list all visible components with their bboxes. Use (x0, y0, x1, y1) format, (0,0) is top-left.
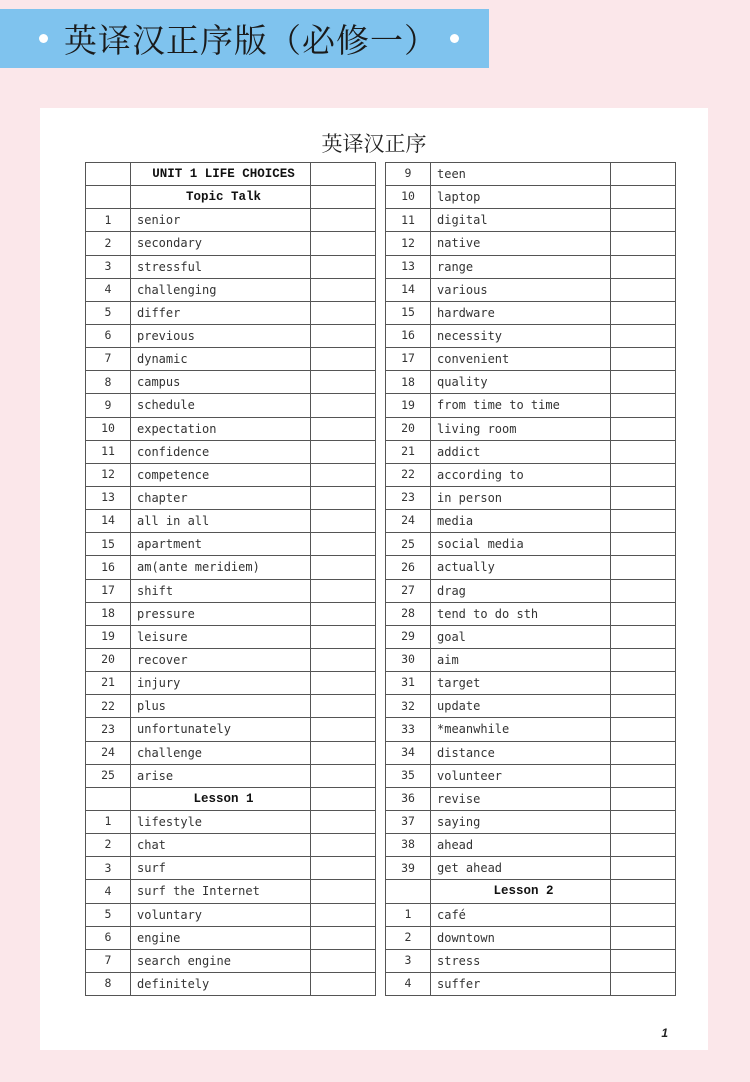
answer-cell[interactable] (311, 510, 376, 533)
answer-cell[interactable] (611, 926, 676, 949)
answer-cell[interactable] (311, 440, 376, 463)
number-cell: 5 (86, 301, 131, 324)
number-cell: 29 (386, 625, 431, 648)
number-cell: 9 (386, 163, 431, 186)
table-row (86, 579, 376, 602)
answer-cell[interactable] (611, 348, 676, 371)
table-row (386, 440, 676, 463)
word-cell: leisure (131, 625, 311, 648)
answer-cell[interactable] (311, 324, 376, 347)
table-row (386, 301, 676, 324)
word-cell: challenge (131, 741, 311, 764)
word-cell: in person (431, 486, 611, 509)
answer-cell[interactable] (311, 787, 376, 810)
table-row (86, 810, 376, 833)
table-row (386, 857, 676, 880)
number-cell: 3 (386, 949, 431, 972)
number-cell: 13 (86, 486, 131, 509)
section-heading: Lesson 2 (431, 880, 611, 903)
table-row (86, 695, 376, 718)
word-cell: shift (131, 579, 311, 602)
answer-cell[interactable] (311, 417, 376, 440)
table-row (386, 463, 676, 486)
table-row (86, 394, 376, 417)
vocab-table-right (385, 162, 676, 996)
table-row (386, 556, 676, 579)
answer-cell[interactable] (611, 810, 676, 833)
table-row (86, 625, 376, 648)
answer-cell[interactable] (311, 672, 376, 695)
number-cell: 20 (86, 648, 131, 671)
table-row (86, 857, 376, 880)
answer-cell[interactable] (311, 579, 376, 602)
word-cell: saying (431, 810, 611, 833)
table-row (386, 764, 676, 787)
table-row (86, 371, 376, 394)
answer-cell[interactable] (311, 232, 376, 255)
number-cell: 22 (386, 463, 431, 486)
word-cell: necessity (431, 324, 611, 347)
word-cell: convenient (431, 348, 611, 371)
word-cell: stress (431, 949, 611, 972)
number-cell: 26 (386, 556, 431, 579)
number-cell: 1 (86, 209, 131, 232)
section-heading-row (86, 186, 376, 209)
answer-cell[interactable] (311, 718, 376, 741)
answer-cell[interactable] (611, 880, 676, 903)
answer-cell[interactable] (611, 672, 676, 695)
number-cell: 33 (386, 718, 431, 741)
number-cell: 35 (386, 764, 431, 787)
table-row (386, 648, 676, 671)
number-cell: 18 (86, 602, 131, 625)
answer-cell[interactable] (611, 232, 676, 255)
number-cell: 34 (386, 741, 431, 764)
word-cell: apartment (131, 533, 311, 556)
section-heading: Lesson 1 (131, 787, 311, 810)
answer-cell[interactable] (611, 625, 676, 648)
word-cell: downtown (431, 926, 611, 949)
answer-cell[interactable] (311, 301, 376, 324)
number-cell: 21 (386, 440, 431, 463)
answer-cell[interactable] (311, 186, 376, 209)
page-number: 1 (661, 1026, 668, 1040)
table-row (86, 926, 376, 949)
number-cell: 25 (86, 764, 131, 787)
answer-cell[interactable] (311, 625, 376, 648)
answer-cell[interactable] (611, 486, 676, 509)
number-cell: 15 (386, 301, 431, 324)
answer-cell[interactable] (611, 741, 676, 764)
answer-cell[interactable] (311, 602, 376, 625)
table-row (86, 648, 376, 671)
word-cell: teen (431, 163, 611, 186)
answer-cell[interactable] (311, 834, 376, 857)
word-cell: living room (431, 417, 611, 440)
answer-cell[interactable] (611, 695, 676, 718)
word-cell: voluntary (131, 903, 311, 926)
word-cell: quality (431, 371, 611, 394)
answer-cell[interactable] (611, 903, 676, 926)
table-row (86, 880, 376, 903)
answer-cell[interactable] (611, 949, 676, 972)
word-cell: addict (431, 440, 611, 463)
word-cell: schedule (131, 394, 311, 417)
word-cell: ahead (431, 834, 611, 857)
answer-cell[interactable] (311, 556, 376, 579)
word-cell: get ahead (431, 857, 611, 880)
worksheet-page (40, 108, 708, 1050)
number-cell: 30 (386, 648, 431, 671)
answer-cell[interactable] (311, 209, 376, 232)
word-cell: unfortunately (131, 718, 311, 741)
word-cell: media (431, 510, 611, 533)
number-cell: 16 (86, 556, 131, 579)
number-cell: 8 (86, 371, 131, 394)
number-cell: 17 (386, 348, 431, 371)
word-cell: various (431, 278, 611, 301)
table-row (386, 834, 676, 857)
table-row (386, 718, 676, 741)
word-cell: hardware (431, 301, 611, 324)
word-cell: native (431, 232, 611, 255)
number-cell: 24 (386, 510, 431, 533)
table-row (386, 625, 676, 648)
table-row (386, 371, 676, 394)
number-cell: 15 (86, 533, 131, 556)
word-cell: arise (131, 764, 311, 787)
number-cell: 38 (386, 834, 431, 857)
number-cell: 12 (386, 232, 431, 255)
word-cell: *meanwhile (431, 718, 611, 741)
number-cell: 5 (86, 903, 131, 926)
answer-cell[interactable] (611, 648, 676, 671)
number-cell: 7 (86, 949, 131, 972)
table-row (86, 463, 376, 486)
word-cell: according to (431, 463, 611, 486)
answer-cell[interactable] (611, 440, 676, 463)
number-cell: 19 (386, 394, 431, 417)
number-cell: 2 (386, 926, 431, 949)
table-row (386, 486, 676, 509)
word-cell: stressful (131, 255, 311, 278)
answer-cell[interactable] (311, 810, 376, 833)
answer-cell[interactable] (311, 348, 376, 371)
number-cell: 6 (86, 324, 131, 347)
answer-cell[interactable] (611, 324, 676, 347)
answer-cell[interactable] (311, 903, 376, 926)
word-cell: senior (131, 209, 311, 232)
answer-cell[interactable] (311, 371, 376, 394)
table-row (386, 695, 676, 718)
table-row (86, 510, 376, 533)
number-cell: 23 (86, 718, 131, 741)
answer-cell[interactable] (311, 255, 376, 278)
number-cell: 9 (86, 394, 131, 417)
bullet-dot-icon (39, 34, 48, 43)
word-cell: challenging (131, 278, 311, 301)
number-cell: 11 (386, 209, 431, 232)
answer-cell[interactable] (611, 834, 676, 857)
answer-cell[interactable] (611, 209, 676, 232)
worksheet-title: 英译汉正序 (321, 132, 427, 156)
answer-cell[interactable] (311, 533, 376, 556)
number-cell: 19 (86, 625, 131, 648)
answer-cell[interactable] (611, 533, 676, 556)
table-row (86, 972, 376, 995)
word-cell: all in all (131, 510, 311, 533)
answer-cell[interactable] (311, 949, 376, 972)
table-row (86, 440, 376, 463)
table-row (386, 255, 676, 278)
answer-cell[interactable] (611, 278, 676, 301)
answer-cell[interactable] (611, 394, 676, 417)
word-cell: pressure (131, 602, 311, 625)
word-cell: campus (131, 371, 311, 394)
table-row (386, 394, 676, 417)
word-cell: expectation (131, 417, 311, 440)
number-cell: 11 (86, 440, 131, 463)
word-cell: dynamic (131, 348, 311, 371)
word-cell: laptop (431, 186, 611, 209)
word-cell: volunteer (431, 764, 611, 787)
table-row (386, 209, 676, 232)
number-cell: 14 (386, 278, 431, 301)
answer-cell[interactable] (611, 718, 676, 741)
answer-cell[interactable] (611, 556, 676, 579)
word-cell: suffer (431, 972, 611, 995)
table-row (86, 417, 376, 440)
section-heading-row (386, 880, 676, 903)
table-row (86, 602, 376, 625)
number-cell: 18 (386, 371, 431, 394)
table-row (386, 903, 676, 926)
word-cell: revise (431, 787, 611, 810)
word-cell: range (431, 255, 611, 278)
answer-cell[interactable] (311, 394, 376, 417)
table-row (386, 949, 676, 972)
word-cell: lifestyle (131, 810, 311, 833)
number-cell: 36 (386, 787, 431, 810)
answer-cell[interactable] (611, 301, 676, 324)
answer-cell[interactable] (611, 510, 676, 533)
answer-cell[interactable] (611, 186, 676, 209)
table-row (86, 533, 376, 556)
answer-cell[interactable] (611, 371, 676, 394)
number-cell: 21 (86, 672, 131, 695)
table-row (386, 510, 676, 533)
number-cell: 8 (86, 972, 131, 995)
word-cell: definitely (131, 972, 311, 995)
bullet-dot-icon (450, 34, 459, 43)
table-row (86, 903, 376, 926)
table-row (86, 834, 376, 857)
table-row (86, 278, 376, 301)
section-heading: Topic Talk (131, 186, 311, 209)
number-cell: 28 (386, 602, 431, 625)
word-cell: search engine (131, 949, 311, 972)
number-cell: 4 (386, 972, 431, 995)
number-cell: 4 (86, 278, 131, 301)
word-cell: surf the Internet (131, 880, 311, 903)
word-cell: surf (131, 857, 311, 880)
word-cell: chat (131, 834, 311, 857)
vocab-table-left (85, 162, 376, 996)
answer-cell[interactable] (611, 163, 676, 186)
table-row (86, 209, 376, 232)
table-row (386, 672, 676, 695)
table-row (386, 324, 676, 347)
answer-cell[interactable] (311, 880, 376, 903)
number-cell: 17 (86, 579, 131, 602)
number-cell (86, 163, 131, 186)
title-banner (0, 9, 489, 68)
word-cell: digital (431, 209, 611, 232)
number-cell: 20 (386, 417, 431, 440)
table-row (86, 556, 376, 579)
word-cell: café (431, 903, 611, 926)
number-cell (386, 880, 431, 903)
answer-cell[interactable] (311, 857, 376, 880)
word-cell: social media (431, 533, 611, 556)
answer-cell[interactable] (611, 857, 676, 880)
word-cell: am(ante meridiem) (131, 556, 311, 579)
number-cell: 27 (386, 579, 431, 602)
table-row (86, 741, 376, 764)
answer-cell[interactable] (611, 972, 676, 995)
number-cell: 24 (86, 741, 131, 764)
table-row (86, 232, 376, 255)
answer-cell[interactable] (311, 648, 376, 671)
number-cell: 7 (86, 348, 131, 371)
table-row (386, 602, 676, 625)
number-cell: 4 (86, 880, 131, 903)
word-cell: plus (131, 695, 311, 718)
word-cell: engine (131, 926, 311, 949)
number-cell: 32 (386, 695, 431, 718)
number-cell: 16 (386, 324, 431, 347)
number-cell: 1 (86, 810, 131, 833)
section-heading: UNIT 1 LIFE CHOICES (131, 163, 311, 186)
table-row (86, 672, 376, 695)
table-row (386, 417, 676, 440)
answer-cell[interactable] (311, 463, 376, 486)
word-cell: distance (431, 741, 611, 764)
word-cell: chapter (131, 486, 311, 509)
answer-cell[interactable] (611, 417, 676, 440)
number-cell: 23 (386, 486, 431, 509)
answer-cell[interactable] (311, 764, 376, 787)
section-heading-row (86, 163, 376, 186)
answer-cell[interactable] (311, 163, 376, 186)
number-cell: 10 (386, 186, 431, 209)
number-cell: 22 (86, 695, 131, 718)
table-row (386, 348, 676, 371)
word-cell: aim (431, 648, 611, 671)
banner-title: 英译汉正序版（必修一） (64, 21, 438, 60)
answer-cell[interactable] (311, 278, 376, 301)
number-cell: 31 (386, 672, 431, 695)
word-cell: target (431, 672, 611, 695)
number-cell: 1 (386, 903, 431, 926)
answer-cell[interactable] (611, 463, 676, 486)
number-cell: 37 (386, 810, 431, 833)
answer-cell[interactable] (311, 972, 376, 995)
table-row (386, 741, 676, 764)
table-row (86, 348, 376, 371)
number-cell: 13 (386, 255, 431, 278)
word-cell: goal (431, 625, 611, 648)
table-row (86, 718, 376, 741)
number-cell (86, 186, 131, 209)
word-cell: recover (131, 648, 311, 671)
table-row (86, 255, 376, 278)
table-row (386, 810, 676, 833)
table-row (386, 163, 676, 186)
answer-cell[interactable] (611, 787, 676, 810)
word-cell: injury (131, 672, 311, 695)
answer-cell[interactable] (611, 764, 676, 787)
word-cell: previous (131, 324, 311, 347)
number-cell: 3 (86, 857, 131, 880)
table-row (86, 301, 376, 324)
table-row (386, 278, 676, 301)
word-cell: differ (131, 301, 311, 324)
answer-cell[interactable] (311, 741, 376, 764)
answer-cell[interactable] (311, 695, 376, 718)
table-row (86, 949, 376, 972)
answer-cell[interactable] (311, 486, 376, 509)
word-cell: actually (431, 556, 611, 579)
word-cell: from time to time (431, 394, 611, 417)
number-cell: 25 (386, 533, 431, 556)
number-cell: 6 (86, 926, 131, 949)
number-cell: 12 (86, 463, 131, 486)
table-row (386, 186, 676, 209)
table-row (386, 787, 676, 810)
table-row (386, 926, 676, 949)
table-row (386, 972, 676, 995)
word-cell: confidence (131, 440, 311, 463)
table-row (86, 486, 376, 509)
number-cell: 3 (86, 255, 131, 278)
number-cell: 10 (86, 417, 131, 440)
answer-cell[interactable] (311, 926, 376, 949)
table-row (386, 232, 676, 255)
number-cell: 2 (86, 834, 131, 857)
number-cell (86, 787, 131, 810)
word-cell: update (431, 695, 611, 718)
table-row (86, 324, 376, 347)
word-cell: secondary (131, 232, 311, 255)
table-row (386, 533, 676, 556)
word-cell: tend to do sth (431, 602, 611, 625)
table-row (386, 579, 676, 602)
section-heading-row (86, 787, 376, 810)
answer-cell[interactable] (611, 602, 676, 625)
answer-cell[interactable] (611, 255, 676, 278)
number-cell: 39 (386, 857, 431, 880)
number-cell: 14 (86, 510, 131, 533)
number-cell: 2 (86, 232, 131, 255)
word-cell: competence (131, 463, 311, 486)
table-row (86, 764, 376, 787)
answer-cell[interactable] (611, 579, 676, 602)
word-cell: drag (431, 579, 611, 602)
